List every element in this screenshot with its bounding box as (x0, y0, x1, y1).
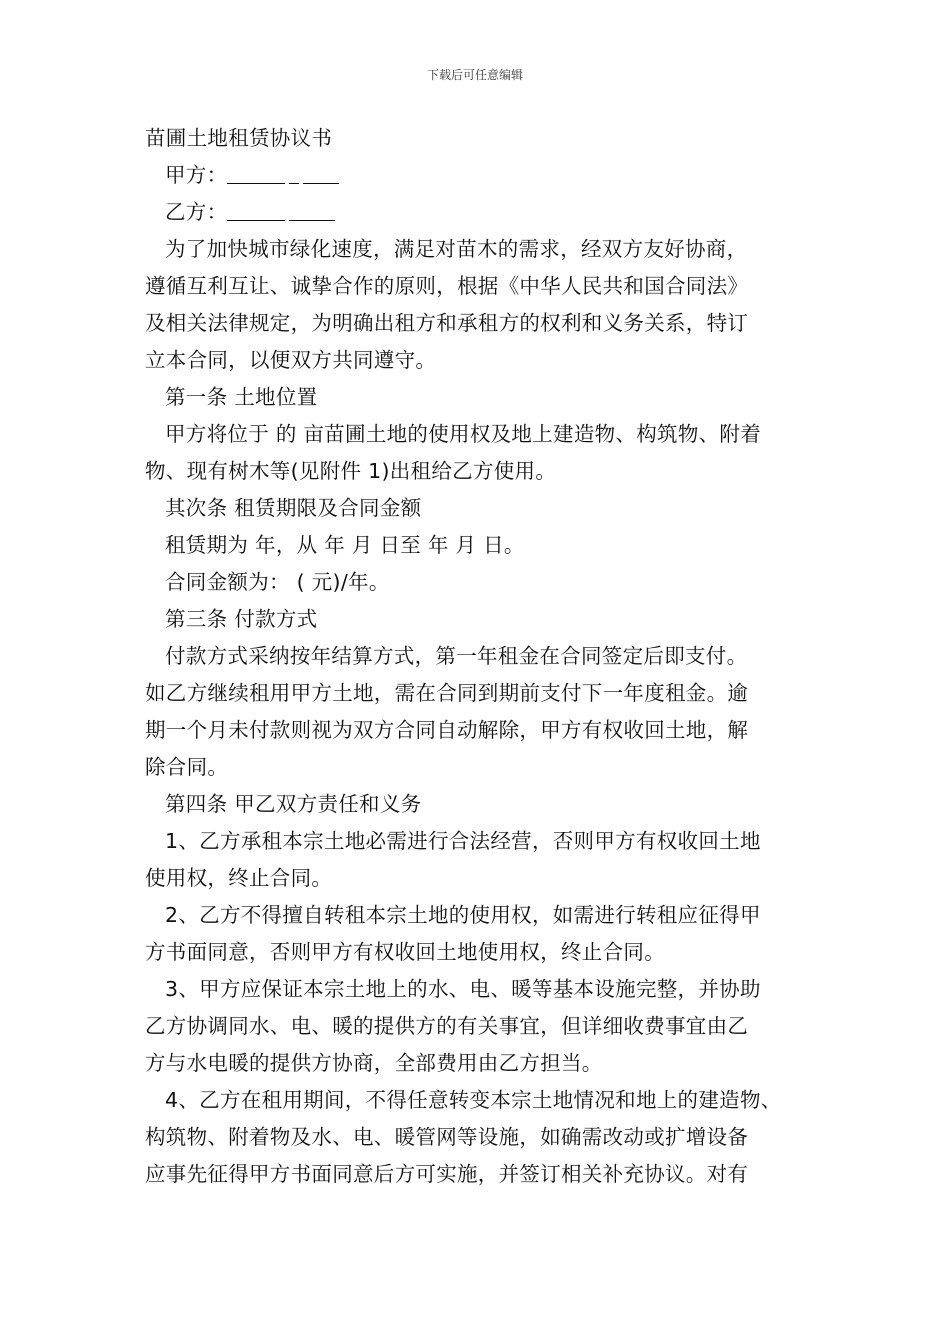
clause-4-line: 构筑物、附着物及水、电、暖管网等设施，如确需改动或扩增设备 (145, 1125, 749, 1149)
article-1-line: 物、现有树木等(见附件 1)出租给乙方使用。 (145, 459, 557, 483)
article-1-title: 第一条 土地位置 (165, 385, 318, 409)
party-a-blank (289, 163, 299, 184)
article-3-line: 期一个月未付款则视为双方合同自动解除，甲方有权收回土地，解 (145, 718, 749, 742)
article-4-title: 第四条 甲乙双方责任和义务 (165, 792, 422, 816)
article-3-line: 付款方式采纳按年结算方式，第一年租金在合同签定后即支付。 (165, 644, 748, 668)
article-1-line: 甲方将位于 的 亩苗圃土地的使用权及地上建造物、构筑物、附着 (165, 422, 762, 446)
intro-line: 遵循互利互让、诚挚合作的原则，根据《中华人民共和国合同法》 (145, 274, 749, 298)
clause-2-line: 方书面同意，否则甲方有权收回土地使用权，终止合同。 (145, 940, 665, 964)
document-title: 苗圃土地租赁协议书 (145, 126, 333, 150)
intro-line: 立本合同，以便双方共同遵守。 (145, 348, 437, 372)
intro-line: 为了加快城市绿化速度，满足对苗木的需求，经双方友好协商， (165, 237, 748, 261)
article-2-amount: 合同金额为： ( 元)/年。 (165, 570, 390, 594)
party-b-line (145, 194, 825, 231)
clause-3-line: 方与水电暖的提供方协商，全部费用由乙方担当。 (145, 1051, 603, 1075)
article-2-term: 租赁期为 年，从 年 月 日至 年 月 日。 (165, 533, 525, 557)
article-3-line: 除合同。 (145, 755, 229, 779)
clause-1-line: 使用权，终止合同。 (145, 866, 333, 890)
party-a-blank (303, 163, 339, 184)
article-3-title: 第三条 付款方式 (165, 607, 318, 631)
article-2-title: 其次条 租赁期限及合同金额 (165, 496, 422, 520)
page-header-note: 下载后可任意编辑 (426, 68, 523, 82)
clause-3-line: 乙方协调同水、电、暖的提供方的有关事宜，但详细收费事宜由乙 (145, 1014, 749, 1038)
contract-body (145, 120, 825, 1193)
party-a-line (145, 157, 825, 194)
party-b-blank (289, 200, 335, 221)
article-3-line: 如乙方继续租用甲方土地，需在合同到期前支付下一年度租金。逾 (145, 681, 749, 705)
party-a-label: 甲方： (165, 163, 228, 187)
clause-3-line: 3、甲方应保证本宗土地上的水、电、暖等基本设施完整，并协助 (165, 977, 761, 1001)
intro-line: 及相关法律规定，为明确出租方和承租方的权利和义务关系，特订 (145, 311, 749, 335)
clause-2-line: 2、乙方不得擅自转租本宗土地的使用权，如需进行转租应征得甲 (165, 903, 761, 927)
clause-1-line: 1、乙方承租本宗土地必需进行合法经营，否则甲方有权收回土地 (165, 829, 761, 853)
party-b-label: 乙方： (165, 200, 228, 224)
party-a-blank (227, 163, 285, 184)
clause-4-line: 4、乙方在租用期间，不得任意转变本宗土地情况和地上的建造物、 (165, 1088, 782, 1112)
party-b-blank (227, 200, 285, 221)
clause-4-line: 应事先征得甲方书面同意后方可实施，并签订相关补充协议。对有 (145, 1162, 749, 1186)
